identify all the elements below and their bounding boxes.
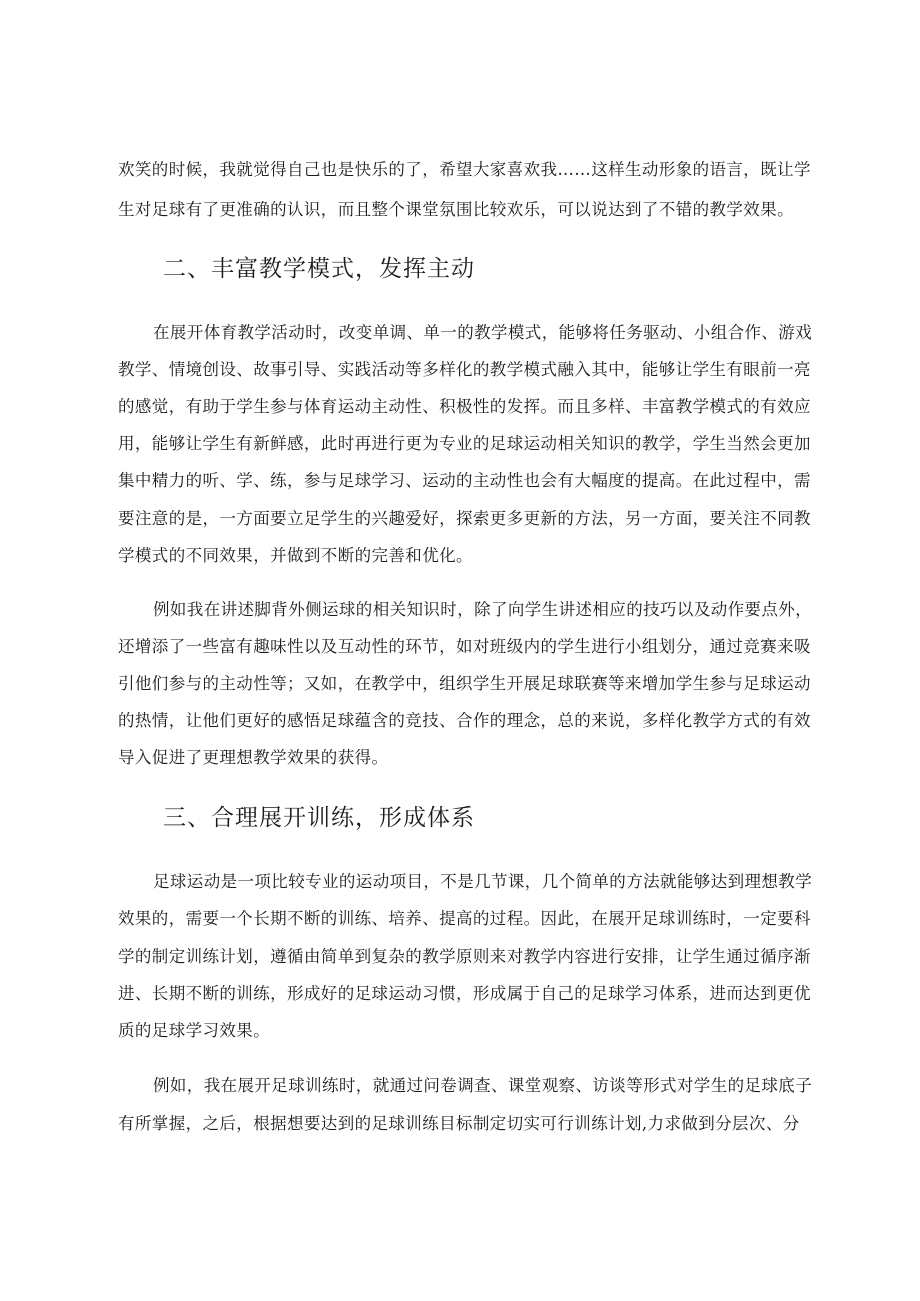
s2-p1-line-1: 在展开体育教学活动时，改变单调、单一的教学模式，能够将任务驱动、小组合作、游戏 [153,323,813,342]
s2-p1-line-2: 教学、情境创设、故事引导、实践活动等多样化的教学模式融入其中，能够让学生有眼前一亮 [118,360,811,379]
s2-p2-line-2: 还增添了一些富有趣味性以及互动性的环节，如对班级内的学生进行小组划分，通过竞赛来吸 [118,637,811,656]
s3-p1-line-2: 效果的，需要一个长期不断的训练、培养、提高的过程。因此，在展开足球训练时，一定要科 [118,909,811,928]
s2-p2-line-3: 引他们参与的主动性等；又如，在教学中，组织学生开展足球联赛等来增加学生参与足球运动 [118,674,811,693]
s2-p1-line-3: 的感觉，有助于学生参与体育运动主动性、积极性的发挥。而且多样、丰富教学模式的有效应 [118,397,811,416]
s2-p1-line-6: 要注意的是，一方面要立足学生的兴趣爱好，探索更多更新的方法，另一方面，要关注不同教 [118,509,811,528]
s3-p2-line-2: 有所掌握，之后，根据想要达到的足球训练目标制定切实可行训练计划,力求做到分层次、分 [118,1114,800,1133]
intro-line-1: 欢笑的时候，我就觉得自己也是快乐的了，希望大家喜欢我……这样生动形象的语言，既让学 [118,160,811,179]
s2-p1-line-4: 用，能够让学生有新鲜感，此时再进行更为专业的足球运动相关知识的教学，学生当然会更加 [118,434,811,453]
s2-p1-line-7: 学模式的不同效果，并做到不断的完善和优化。 [118,546,473,565]
s3-p2-line-1: 例如，我在展开足球训练时，就通过问卷调查、课堂观察、访谈等形式对学生的足球底子 [153,1076,813,1095]
s2-p2-line-5: 导入促进了更理想教学效果的获得。 [118,748,389,767]
s2-p2-line-1: 例如我在讲述脚背外侧运球的相关知识时，除了向学生讲述相应的技巧以及动作要点外， [153,600,813,619]
section-heading-2: 二、丰富教学模式，发挥主动 [163,256,475,282]
s3-p1-line-3: 学的制定训练计划，遵循由简单到复杂的教学原则来对教学内容进行安排，让学生通过循序渐 [118,947,811,966]
s3-p1-line-4: 进、长期不断的训练，形成好的足球运动习惯，形成属于自己的足球学习体系，进而达到更优 [118,984,811,1003]
intro-line-2: 生对足球有了更准确的认识，而且整个课堂氛围比较欢乐，可以说达到了不错的教学效果。 [118,200,794,219]
s2-p2-line-4: 的热情，让他们更好的感悟足球蕴含的竞技、合作的理念，总的来说，多样化教学方式的有效 [118,711,811,730]
section-heading-3: 三、合理展开训练，形成体系 [163,805,475,831]
s3-p1-line-1: 足球运动是一项比较专业的运动项目，不是几节课，几个简单的方法就能够达到理想教学 [153,872,813,891]
s2-p1-line-5: 集中精力的听、学、练，参与足球学习、运动的主动性也会有大幅度的提高。在此过程中，需 [118,471,811,490]
s3-p1-line-5: 质的足球学习效果。 [118,1021,271,1040]
